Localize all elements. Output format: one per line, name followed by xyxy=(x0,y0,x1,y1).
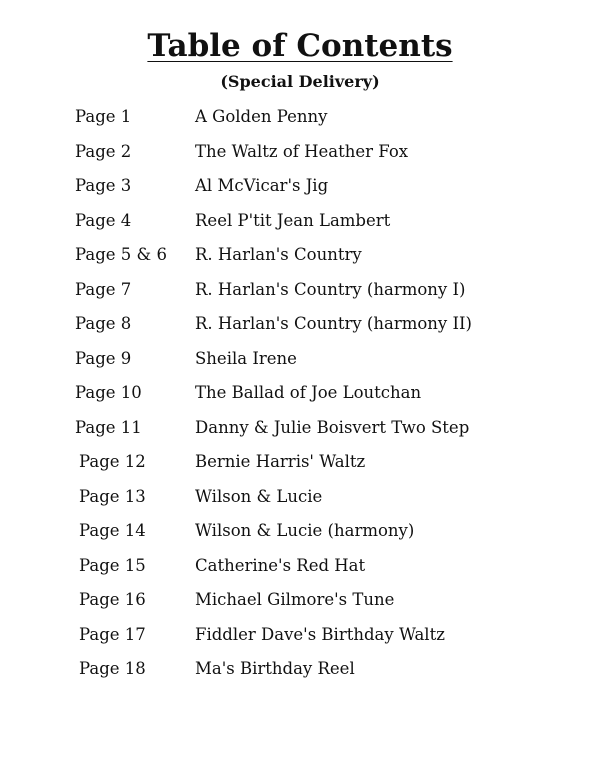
entry-page-number: Page 1 xyxy=(75,107,132,126)
entry-page-number: Page 8 xyxy=(75,314,132,333)
entry-tune-title: Fiddler Dave's Birthday Waltz xyxy=(195,624,445,644)
entry-tune-title: R. Harlan's Country xyxy=(195,245,362,264)
entry-tune-title: Al McVicar's Jig xyxy=(195,176,329,195)
entry-page-number: Page 7 xyxy=(75,279,132,299)
contents-entry xyxy=(0,103,600,138)
entry-tune-title: Wilson & Lucie (harmony) xyxy=(195,521,415,540)
entry-tune-title: Bernie Harris' Waltz xyxy=(195,452,366,471)
contents-entry xyxy=(0,241,600,276)
entry-page-number: Page 17 xyxy=(79,624,146,644)
entry-tune-title: Michael Gilmore's Tune xyxy=(195,590,395,609)
entry-page-number: Page 16 xyxy=(79,590,146,609)
entry-page-number: Page 9 xyxy=(75,348,132,368)
contents-entry xyxy=(0,483,600,518)
entry-page-number: Page 15 xyxy=(79,555,146,575)
contents-entry xyxy=(0,655,600,690)
contents-entry xyxy=(0,138,600,173)
entry-tune-title: Reel P'tit Jean Lambert xyxy=(195,210,391,230)
entry-tune-title: A Golden Penny xyxy=(195,107,328,126)
entry-tune-title: The Waltz of Heather Fox xyxy=(195,141,409,161)
contents-entry xyxy=(0,276,600,311)
entry-page-number: Page 10 xyxy=(75,383,142,402)
entry-page-number: Page 4 xyxy=(75,210,132,230)
entry-tune-title: The Ballad of Joe Loutchan xyxy=(195,383,422,402)
page-subtitle: (Special Delivery) xyxy=(220,72,380,91)
entry-page-number: Page 3 xyxy=(75,176,132,195)
contents-entry xyxy=(0,345,600,380)
entry-page-number: Page 5 & 6 xyxy=(75,245,167,264)
entry-page-number: Page 12 xyxy=(79,452,146,471)
contents-entry xyxy=(0,414,600,449)
entry-page-number: Page 11 xyxy=(75,417,142,437)
contents-entry xyxy=(0,172,600,207)
entry-page-number: Page 14 xyxy=(79,521,146,540)
entry-tune-title: Ma's Birthday Reel xyxy=(195,659,355,678)
contents-entry xyxy=(0,310,600,345)
entry-tune-title: R. Harlan's Country (harmony I) xyxy=(195,279,466,299)
contents-entry xyxy=(0,207,600,242)
entry-page-number: Page 2 xyxy=(75,141,132,161)
entry-page-number: Page 13 xyxy=(79,486,146,506)
contents-list xyxy=(0,103,600,690)
entry-tune-title: R. Harlan's Country (harmony II) xyxy=(195,314,472,333)
page-title xyxy=(0,26,600,66)
contents-entry xyxy=(0,448,600,483)
contents-entry xyxy=(0,586,600,621)
entry-tune-title: Danny & Julie Boisvert Two Step xyxy=(195,417,470,437)
contents-entry xyxy=(0,621,600,656)
entry-tune-title: Catherine's Red Hat xyxy=(195,555,366,575)
contents-entry xyxy=(0,379,600,414)
contents-entry xyxy=(0,517,600,552)
entry-page-number: Page 18 xyxy=(79,659,146,678)
contents-entry xyxy=(0,552,600,587)
page-title-text: Table of Contents xyxy=(147,28,453,64)
entry-tune-title: Sheila Irene xyxy=(195,348,297,368)
entry-tune-title: Wilson & Lucie xyxy=(195,486,323,506)
